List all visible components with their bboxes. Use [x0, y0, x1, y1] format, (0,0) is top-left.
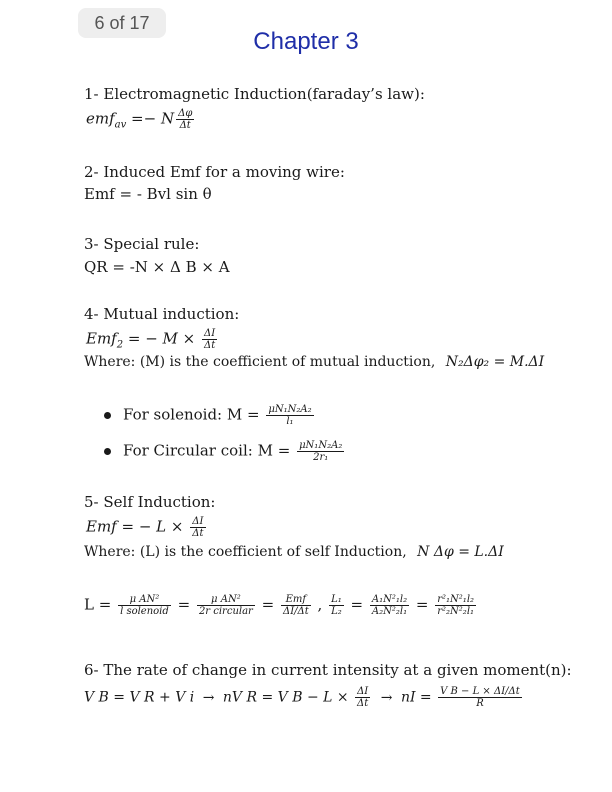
L-label: L = [84, 595, 117, 614]
s6-den: Δt [357, 698, 369, 709]
s4-eq: = − M × [123, 329, 201, 348]
chapter-title: Chapter 3 [253, 28, 359, 55]
s5-eq: = − L × [116, 517, 189, 536]
L-frac-emf-num: Emf [281, 594, 311, 606]
s1-lhs: emf [86, 109, 115, 128]
L-ratio-num: L₁ [331, 594, 342, 605]
s4-den: Δt [204, 340, 216, 351]
s5-where-eq: N Δφ = L.ΔI [417, 544, 504, 560]
section-4-title: 4- Mutual induction: [84, 305, 240, 323]
s6-num: ΔI [355, 686, 370, 698]
s1-lhs-sub: av [114, 119, 127, 131]
s6-last-fraction [438, 686, 522, 709]
bullet-solenoid-label: For solenoid: M = [123, 405, 265, 424]
section-1-formula [86, 108, 196, 136]
s5-den: Δt [192, 528, 204, 539]
section-5-title: 5- Self Induction: [84, 493, 216, 511]
L-ratio-area [370, 594, 409, 617]
s5-lhs: Emf [86, 517, 117, 536]
bullet-circular-den: 2r₁ [313, 452, 329, 463]
bullet-solenoid [104, 404, 316, 427]
bullet-dot [104, 412, 111, 419]
s5-fraction [190, 516, 205, 539]
s4-where-text: Where: (M) is the coefficient of mutual induction, [84, 354, 436, 370]
L-ratio [329, 594, 344, 617]
s1-fraction [176, 108, 194, 131]
s6-arrow-2: → [380, 689, 393, 706]
bullet-circular-label: For Circular coil: M = [123, 441, 296, 460]
section-6-formula [84, 686, 524, 709]
section-1-title: 1- Electromagnetic Induction(faraday’s law): [84, 85, 425, 103]
section-5-formula [86, 516, 208, 539]
L-ratio-area-den: A₂N²₂l₁ [371, 606, 408, 617]
s4-where-eq: N₂Δφ₂ = M.ΔI [445, 354, 545, 370]
s6-last-den: R [476, 698, 484, 709]
s6-part3: nI = [400, 689, 437, 706]
section-3-title: 3- Special rule: [84, 235, 200, 253]
s4-num: ΔI [202, 328, 217, 340]
bullet-circular [104, 440, 346, 463]
L-frac-circular-den: 2r circular [198, 606, 253, 617]
L-frac-circular [197, 594, 255, 617]
s4-lhs-sub: 2 [116, 339, 124, 351]
section-3-formula: QR = -N × Δ B × A [84, 258, 230, 276]
L-ratio-radius [435, 594, 476, 617]
s6-part2: nV R = V B − L × [222, 689, 354, 706]
section-2-formula: Emf = - Bvl sin θ [84, 185, 212, 203]
s6-fraction [355, 686, 370, 709]
bullet-solenoid-den: l₁ [286, 416, 294, 427]
section-6-title: 6- The rate of change in current intensity at a given moment(n): [84, 661, 572, 679]
s1-num: Δφ [178, 108, 193, 119]
L-frac-emf-den: ΔI/Δt [282, 606, 309, 617]
s4-lhs: Emf [86, 329, 117, 348]
L-frac-solenoid-den: l solenoid [120, 606, 169, 617]
bullet-solenoid-num: μN₁N₂A₂ [268, 404, 312, 415]
s1-den: Δt [179, 120, 191, 131]
L-ratio-den: L₂ [331, 606, 342, 617]
bullet-circular-num: μN₁N₂A₂ [299, 440, 343, 451]
bullet-circular-fraction [297, 440, 344, 463]
L-ratio-radius-num: r²₁N²₁l₂ [437, 594, 475, 605]
section-2-title: 2- Induced Emf for a moving wire: [84, 163, 345, 181]
L-frac-solenoid [118, 594, 171, 617]
bullet-dot [104, 448, 111, 455]
section-5-where [84, 542, 504, 562]
bullet-solenoid-fraction [266, 404, 313, 427]
L-frac-emf [281, 594, 311, 617]
s6-arrow-1: → [202, 689, 215, 706]
self-inductance-formula: L = $\frac{\text{μ AN²}}{\text{l solenoid}}$ = $\frac{\text{μ AN²}}{\text{2r circular}}$ = $\frac{\text{Emf}}{\Delta I/\Delta t}$ , $\frac{\text{L₁}}{\text{L₂}}$ = $\frac{\text{A₁N²₁l₂}}{\text{A₂N²₂l₁}}$ = $\frac{\text{r²₁N²₁l₂}}{\text{r²₂N²₂l₁}}$ [84, 594, 475, 617]
s6-last-num: V B − L × ΔI/Δt [440, 686, 520, 697]
s5-num: ΔI [190, 516, 205, 528]
s1-eq: =− N [126, 109, 175, 128]
L-frac-solenoid-num: μ AN² [118, 594, 171, 606]
s5-where-text: Where: (L) is the coefficient of self Induction, [84, 544, 407, 560]
L-frac-circular-num: μ AN² [197, 594, 255, 606]
s4-fraction [202, 328, 217, 351]
L-ratio-radius-den: r²₂N²₂l₁ [437, 606, 475, 617]
s6-part1: V B = V R + V i [84, 689, 195, 706]
section-4-where [84, 352, 544, 372]
page-counter: 6 of 17 [78, 8, 166, 38]
L-ratio-area-num: A₁N²₁l₂ [371, 594, 408, 605]
